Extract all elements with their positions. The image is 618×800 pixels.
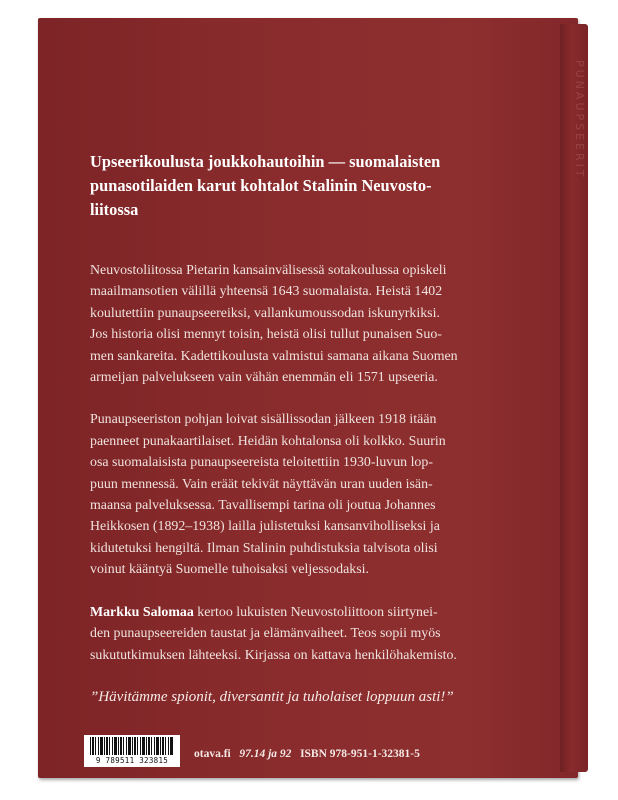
paragraph-3 bbox=[90, 602, 530, 666]
text-line: maailmansotien välillä yhteensä 1643 suomalaista. Heistä 1402 bbox=[90, 284, 443, 300]
barcode-bars bbox=[90, 737, 174, 755]
headline bbox=[90, 150, 530, 222]
text-line: Punaupseeriston pohjan loivat sisällissodan jälkeen 1918 itään bbox=[90, 412, 437, 428]
text-line: kidutetuksi hengiltä. Ilman Stalinin puhdistuksia talvisota olisi bbox=[90, 540, 438, 556]
headline-line: punasotilaiden karut kohtalot Stalinin Neuvosto- bbox=[90, 176, 432, 195]
text-line: Neuvostoliitossa Pietarin kansainvälisessä sotakoulussa opiskeli bbox=[90, 263, 447, 278]
text-span: kertoo lukuisten Neuvostoliittoon siirtynei- bbox=[193, 604, 438, 620]
imprint-line bbox=[194, 748, 420, 760]
text-line: men sankareita. Kadettikoulusta valmistui samana aikana Suomen bbox=[90, 348, 458, 364]
text-line: armeijan palvelukseen vain vähän enemmän eli 1571 upseeria. bbox=[90, 370, 438, 386]
text-line bbox=[90, 602, 530, 623]
text-line: koulutettiin punaupseereiksi, vallankumoussodan iskunyrkiksi. bbox=[90, 305, 440, 321]
cover-text-block bbox=[90, 150, 530, 708]
text-line: Heikkosen (1892–1938) lailla julistetuksi kansanviholliseksi ja bbox=[90, 519, 440, 535]
text-line: paenneet punakaartilaiset. Heidän kohtalonsa oli kolkko. Suurin bbox=[90, 433, 446, 449]
paragraph-1 bbox=[90, 260, 530, 388]
text-line: sukututkimuksen lähteeksi. Kirjassa on kattava henkilöhakemisto. bbox=[90, 647, 457, 663]
text-line: osa suomalaisista punaupseereista teloitettiin 1930-luvun lop- bbox=[90, 455, 433, 471]
author-name: Markku Salomaa bbox=[90, 604, 194, 620]
barcode-digits: 9 789511 323815 bbox=[95, 756, 169, 765]
publisher-url: otava.fi bbox=[194, 748, 231, 760]
text-line: maansa palveluksessa. Tavallisempi tarina oli joutua Johannes bbox=[90, 498, 436, 514]
isbn-number: ISBN 978-951-1-32381-5 bbox=[300, 748, 420, 760]
pull-quote: ”Hävitämme spionit, diversantit ja tuholaiset loppuun asti!” bbox=[90, 688, 454, 705]
spine-title: PUNAUPSEERIT bbox=[573, 60, 586, 180]
text-line: Jos historia olisi mennyt toisin, heistä olisi tullut punaisen Suo- bbox=[90, 327, 442, 343]
headline-line: Upseerikoulusta joukkohautoihin — suomalaisten bbox=[90, 152, 441, 171]
text-line: den punaupseereiden taustat ja elämänvaiheet. Teos sopii myös bbox=[90, 626, 441, 642]
text-line: voinut kääntyä Suomelle tuhoisaksi veljessodaksi. bbox=[90, 562, 369, 578]
headline-line: liitossa bbox=[90, 200, 139, 219]
barcode bbox=[84, 735, 180, 767]
paragraph-2 bbox=[90, 409, 530, 580]
text-line: puun mennessä. Vain eräät tekivät näyttävän uran uuden isän- bbox=[90, 476, 433, 492]
classification-codes: 97.14 ja 92 bbox=[239, 748, 292, 760]
